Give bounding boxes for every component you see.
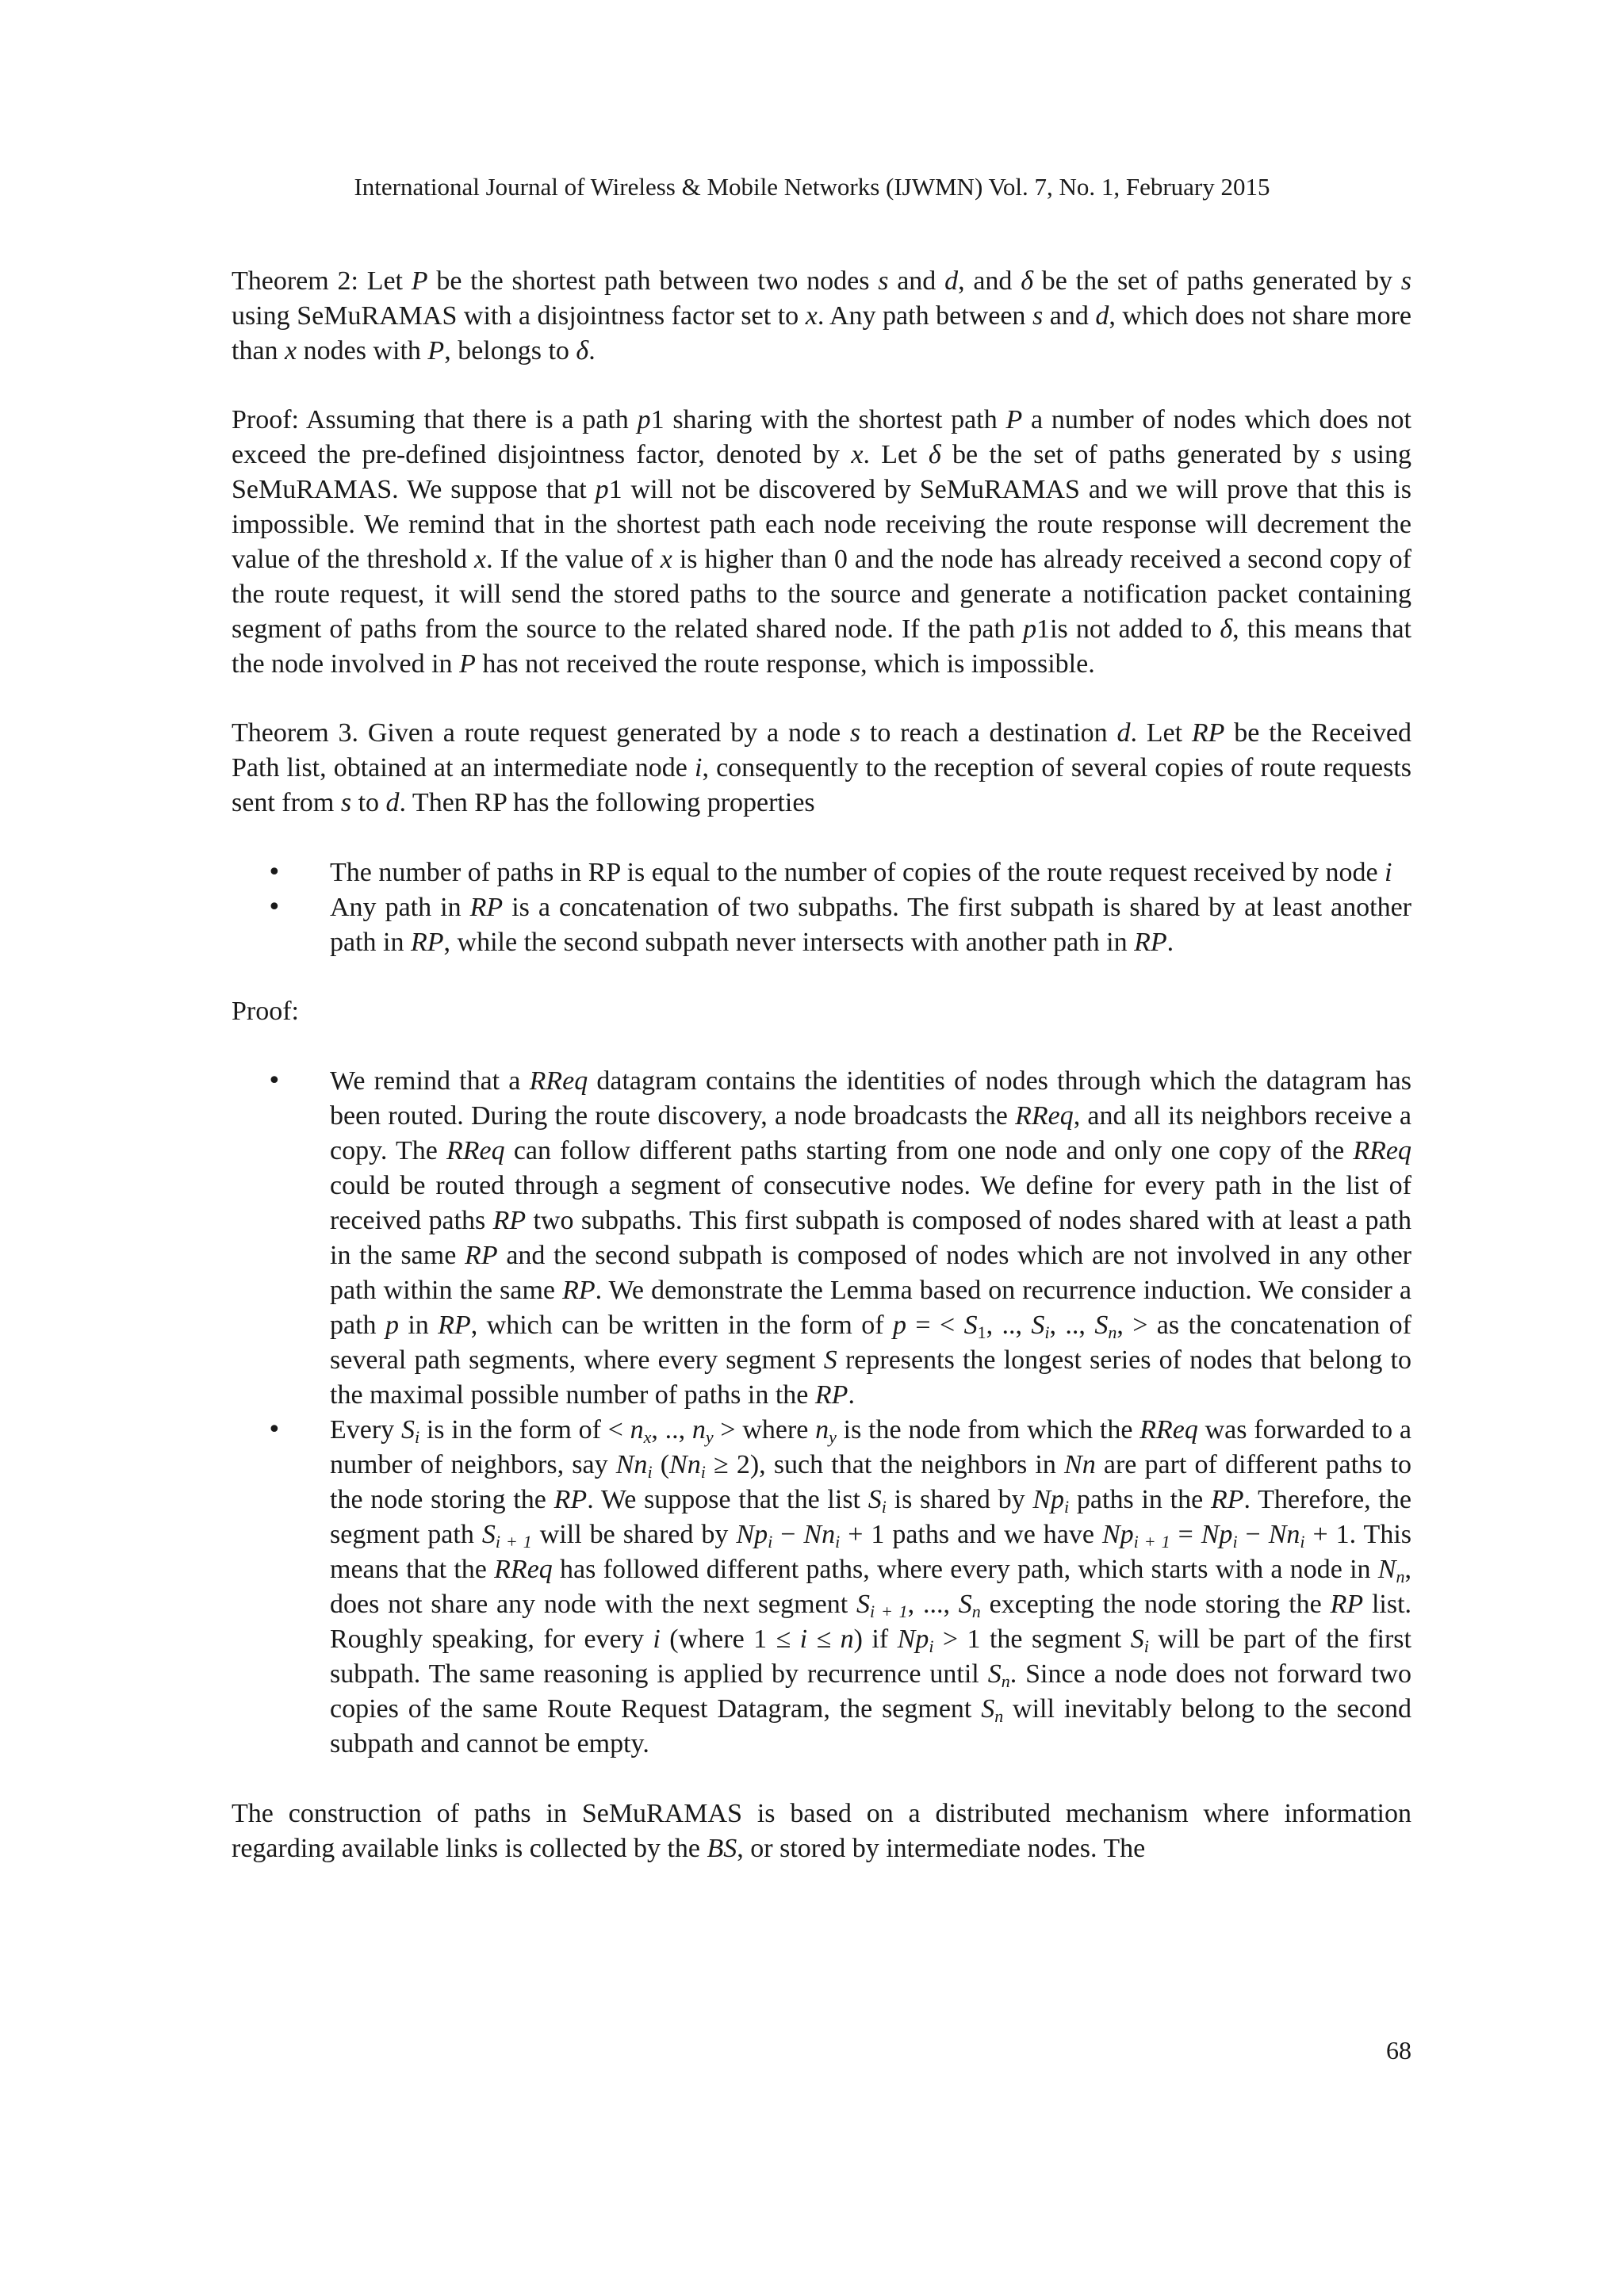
bullet-icon: • bbox=[267, 1067, 282, 1095]
property-item: • The number of paths in RP is equal to the number of copies of the route request received by node i bbox=[330, 855, 1411, 890]
proof-theorem-2-paragraph: Proof: Assuming that there is a path p1 sharing with the shortest path P a number of nodes which does not exceed the pre-defined disjointness factor, denoted by x. Let δ be the set of paths generated by s using SeMuRAMAS. We suppose that p1 will not be discovered by SeMuRAMAS and we will prove that this is impossible. We remind that in the shortest path each node receiving the route response will decrement the value of the threshold x. If the value of x is higher than 0 and the node has already received a second copy of the route request, it will send the stored paths to the source and generate a notification packet containing segment of paths from the source to the related shared node. If the path p1is not added to δ, this means that the node involved in P has not received the route response, which is impossible. bbox=[232, 405, 1411, 679]
proof-item: • We remind that a RReq datagram contains the identities of nodes through which the datagram has been routed. During the route discovery, a node broadcasts the RReq, and all its neighbors receive a copy. The RReq can follow different paths starting from one node and only one copy of the RReq could be routed through a segment of consecutive nodes. We define for every path in the list of received paths RP two subpaths. This first subpath is composed of nodes shared with at least a path in the same RP and the second subpath is composed of nodes which are not involved in any other path within the same RP. We demonstrate the Lemma based on recurrence induction. We consider a path p in RP, which can be written in the form of p = < $S_1$, .., $S_i$, .., $S_n$, > as the concatenation of several path segments, where every segment S represents the longest series of nodes that belong to the maximal possible number of paths in the RP. bbox=[330, 1064, 1411, 1413]
running-header: International Journal of Wireless & Mobile Networks (IJWMN) Vol. 7, No. 1, February 2015 bbox=[354, 173, 1270, 201]
page-number: 68 bbox=[1386, 2036, 1411, 2064]
proof-list bbox=[232, 1064, 1411, 1762]
construction-paragraph: The construction of paths in SeMuRAMAS is based on a distributed mechanism where information regarding available links is collected by the BS, or stored by intermediate nodes. The bbox=[232, 1799, 1411, 1863]
bullet-icon: • bbox=[267, 859, 282, 886]
proof-label: Proof: bbox=[232, 997, 299, 1026]
bullet-icon: • bbox=[267, 1416, 282, 1444]
proof-item: • Every $S_i$ is in the form of < $n_x$, .., $n_y$ > where $n_y$ is the node from which the RReq was forwarded to a number of neighbors, say $Nn_i$ $(Nn_i \ge 2)$, such that the neighbors in Nn are part of different paths to the node storing the RP. We suppose that the list $S_i$ is shared by $Np_i$ paths in the RP. Therefore, the segment path $S_{i + 1}$ will be shared by $Np_i - Nn_i + 1$ paths and we have $Np_{i + 1} = Np_i - Nn_i + 1$. This means that the RReq has followed different paths, where every path, which starts with a node in $N_n$, does not share any node with the next segment $S_{i + 1}$, ..., $S_n$ excepting the node storing the RP list. Roughly speaking, for every i (where 1 ≤ i ≤ n) if $Np_i > 1$ the segment $S_i$ will be part of the first subpath. The same reasoning is applied by recurrence until $S_n$. Since a node does not forward two copies of the same Route Request Datagram, the segment $S_n$ will inevitably belong to the second subpath and cannot be empty. bbox=[330, 1413, 1411, 1762]
properties-list bbox=[232, 855, 1411, 960]
body-text bbox=[232, 264, 1411, 1866]
property-item: • Any path in RP is a concatenation of two subpaths. The first subpath is shared by at least another path in RP, while the second subpath never intersects with another path in RP. bbox=[330, 890, 1411, 960]
theorem-3-paragraph: Theorem 3. Given a route request generated by a node s to reach a destination d. Let RP be the Received Path list, obtained at an intermediate node i, consequently to the reception of several copies of route requests sent from s to d. Then RP has the following properties bbox=[232, 718, 1411, 817]
bullet-icon: • bbox=[267, 894, 282, 921]
theorem-2-paragraph: Theorem 2: Let P be the shortest path between two nodes s and d, and δ be the set of paths generated by s using SeMuRAMAS with a disjointness factor set to x. Any path between s and d, which does not share more than x nodes with P, belongs to δ. bbox=[232, 266, 1411, 365]
